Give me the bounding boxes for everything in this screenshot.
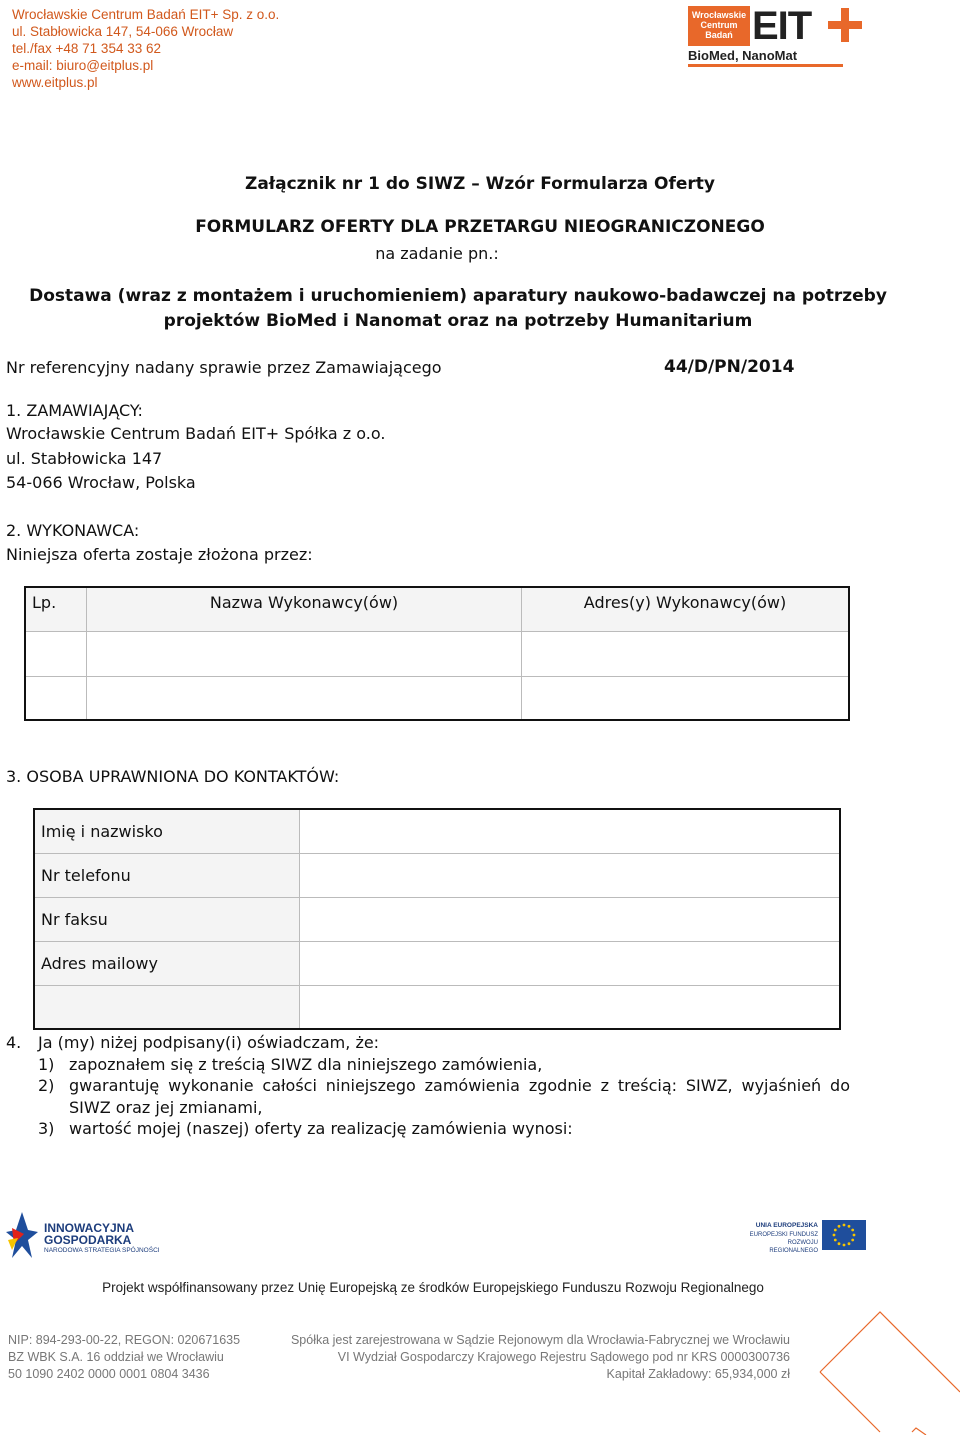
logo-box-line2: Centrum — [700, 20, 738, 30]
ig-line2: GOSPODARKA — [44, 1233, 132, 1247]
cell-lp-1[interactable] — [25, 631, 87, 676]
table-row — [25, 631, 849, 676]
s1-line1: Wrocławskie Centrum Badań EIT+ Spółka z o.o. — [6, 424, 386, 443]
s1-line2: ul. Stabłowicka 147 — [6, 449, 163, 468]
task-label: na zadanie pn.: — [375, 244, 499, 263]
contact-label-phone: Nr telefonu — [34, 853, 300, 897]
s4-item1: zapoznałem się z treścią SIWZ dla niniejszego zamówienia, — [69, 1055, 543, 1074]
footer-registration: Spółka jest zarejestrowana w Sądzie Rejonowym dla Wrocławia-Fabrycznej we Wrocławiu — [290, 1333, 790, 1347]
eu-line2: EUROPEJSKI FUNDUSZ — [749, 1232, 818, 1238]
s4-heading: Ja (my) niżej podpisany(i) oświadczam, że: — [38, 1033, 380, 1052]
col-lp-header: Lp. — [25, 587, 87, 631]
cofinance-text: Projekt współfinansowany przez Unię Europejską ze środków Europejskiego Funduszu Rozwoju Regionalnego — [102, 1280, 764, 1295]
contact-table — [33, 808, 841, 1030]
eit-logo — [688, 6, 866, 66]
eu-line1: UNIA EUROPEJSKA — [755, 1222, 818, 1229]
eu-line3: ROZWOJU REGIONALNEGO — [769, 1240, 818, 1254]
ig-star-icon — [4, 1210, 40, 1260]
s3-heading: 3. OSOBA UPRAWNIONA DO KONTAKTÓW: — [6, 767, 340, 786]
decorative-outline-shape — [816, 1310, 960, 1435]
footer-account: 50 1090 2402 0000 0001 0804 3436 — [8, 1367, 210, 1381]
subject-line2: projektów BioMed i Nanomat oraz na potrzeby Humanitarium — [163, 311, 753, 331]
contact-value-empty[interactable] — [300, 985, 841, 1029]
logo-underline — [688, 64, 843, 67]
s4-num: 4. — [6, 1033, 22, 1052]
ref-label: Nr referencyjny nadany sprawie przez Zamawiającego — [6, 358, 442, 377]
contact-label-name: Imię i nazwisko — [34, 809, 300, 853]
footer-bank: BZ WBK S.A. 16 oddział we Wrocławiu — [8, 1350, 224, 1364]
cell-name-2[interactable] — [87, 676, 522, 720]
table-row — [34, 853, 840, 897]
contact-label-empty — [34, 985, 300, 1029]
contact-value-phone[interactable] — [300, 853, 841, 897]
logo-box-line3: Badań — [705, 30, 733, 40]
ig-line3: NARODOWA STRATEGIA SPÓJNOŚCI — [44, 1247, 160, 1254]
logo-subtitle: BioMed, NanoMat — [688, 48, 798, 63]
cell-address-1[interactable] — [522, 631, 850, 676]
header-company: Wrocławskie Centrum Badań EIT+ Sp. z o.o. — [12, 7, 280, 22]
col-address-header: Adres(y) Wykonawcy(ów) — [522, 587, 850, 631]
contact-label-email: Adres mailowy — [34, 941, 300, 985]
table-row — [34, 897, 840, 941]
contact-value-name[interactable] — [300, 809, 841, 853]
table-row — [34, 941, 840, 985]
contact-value-fax[interactable] — [300, 897, 841, 941]
eu-flag-icon — [822, 1220, 866, 1250]
s4-item3: wartość mojej (naszej) oferty za realizację zamówienia wynosi: — [69, 1119, 573, 1138]
table-row — [25, 676, 849, 720]
s4-item2b: SIWZ oraz jej zmianami, — [69, 1098, 263, 1117]
table-header-row — [25, 587, 849, 631]
cell-name-1[interactable] — [87, 631, 522, 676]
footer-krs: VI Wydział Gospodarczy Krajowego Rejestru Sądowego pod nr KRS 0000300736 — [337, 1350, 790, 1364]
s4-item2a: gwarantuję wykonanie całości niniejszego zamówienia zgodnie z treścią: SIWZ, wyjaśnień do — [69, 1076, 850, 1095]
s4-item2-num: 2) — [38, 1076, 55, 1095]
col-name-header: Nazwa Wykonawcy(ów) — [87, 587, 522, 631]
cell-address-2[interactable] — [522, 676, 850, 720]
logo-plus-icon — [828, 8, 862, 42]
contact-value-email[interactable] — [300, 941, 841, 985]
logo-orange-box — [688, 6, 750, 46]
s2-heading: 2. WYKONAWCA: — [6, 521, 140, 540]
s4-item1-num: 1) — [38, 1055, 55, 1074]
ig-line1: INNOWACYJNA — [44, 1221, 135, 1235]
header-street: ul. Stabłowicka 147, 54-066 Wrocław — [12, 24, 234, 39]
ref-number: 44/D/PN/2014 — [664, 357, 795, 377]
contact-label-fax: Nr faksu — [34, 897, 300, 941]
s1-line3: 54-066 Wrocław, Polska — [6, 473, 196, 492]
doc-title: Załącznik nr 1 do SIWZ – Wzór Formularza Oferty — [245, 174, 715, 194]
contractor-table — [24, 586, 850, 721]
table-row — [34, 809, 840, 853]
logo-brand: EIT — [752, 4, 812, 48]
subject-line1: Dostawa (wraz z montażem i uruchomieniem) aparatury naukowo-badawczej na potrzeby — [29, 286, 887, 306]
innowacyjna-gospodarka-logo — [4, 1210, 164, 1260]
footer-capital: Kapitał Zakładowy: 65,934,000 zł — [606, 1367, 790, 1381]
header-phone: tel./fax +48 71 354 33 62 — [12, 41, 161, 56]
footer-nip: NIP: 894-293-00-22, REGON: 020671635 — [8, 1333, 241, 1347]
logo-box-line1: Wrocławskie — [691, 10, 747, 20]
s4-item3-num: 3) — [38, 1119, 55, 1138]
header-email: e-mail: biuro@eitplus.pl — [12, 58, 154, 73]
s1-heading: 1. ZAMAWIAJĄCY: — [6, 401, 143, 420]
form-title: FORMULARZ OFERTY DLA PRZETARGU NIEOGRANICZONEGO — [195, 217, 765, 237]
table-row — [34, 985, 840, 1029]
header-web[interactable]: www.eitplus.pl — [12, 75, 98, 90]
s2-line1: Niniejsza oferta zostaje złożona przez: — [6, 545, 313, 564]
cell-lp-2[interactable] — [25, 676, 87, 720]
eu-logo — [738, 1220, 866, 1252]
